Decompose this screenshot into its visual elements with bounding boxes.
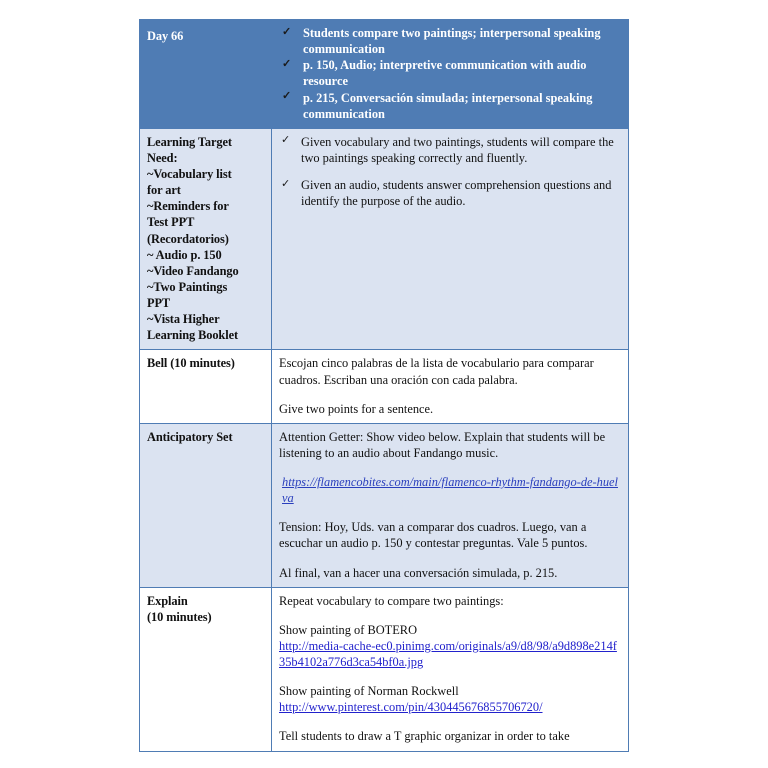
anticipatory-set-label-cell [140, 423, 272, 587]
bell-body-cell [272, 350, 629, 423]
learning-target-label-line: ~Video Fandango [147, 263, 239, 278]
learning-target-label-line: ~Reminders for [147, 199, 229, 214]
anticipatory-set-link-paragraph [279, 474, 621, 506]
botero-block [279, 622, 621, 670]
anticipatory-set-tension: Tension: Hoy, Uds. van a comparar dos cuadros. Luego, van a escuchar un audio p. 150 y contestar preguntas. Vale 5 puntos. [279, 520, 588, 551]
learning-target-label-line: PPT [147, 296, 171, 310]
check-icon: ✓ [282, 57, 292, 70]
learning-target-label-line: Test PPT [147, 215, 195, 230]
learning-target-label-line: for art [147, 183, 181, 198]
list-item [279, 134, 621, 166]
list-item [279, 57, 621, 89]
check-icon: ✓ [282, 90, 292, 102]
explain-closing: Tell students to draw a T graphic organizar in order to take [279, 729, 570, 744]
check-icon: ✓ [281, 134, 291, 147]
check-icon: ✓ [281, 177, 291, 190]
rockwell-block [279, 683, 621, 715]
table-row-bell [140, 350, 629, 423]
day-objectives-list [279, 25, 621, 122]
objective-text: p. 150, Audio; interpretive communication with audio resource [303, 58, 587, 89]
learning-target-text: Given vocabulary and two paintings, students will compare the two paintings speaking correctly and fluently. [301, 134, 614, 165]
botero-painting-link[interactable]: http://media-cache-ec0.pinimg.com/originals/a9/d8/98/a9d898e214f35b4102a776d3ca54bf0a.jpg [279, 638, 617, 669]
anticipatory-set-label: Anticipatory Set [147, 429, 233, 444]
anticipatory-set-intro: Attention Getter: Show video below. Explain that students will be listening to an audio about Fandango music. [279, 429, 606, 460]
table-row-learning-target [140, 128, 629, 350]
lesson-plan-table [139, 19, 629, 752]
list-item [279, 25, 621, 57]
learning-target-label-line: ~ Audio p. 150 [147, 247, 222, 262]
rockwell-caption: Show painting of Norman Rockwell [279, 684, 459, 699]
bell-label: Bell (10 minutes) [147, 356, 235, 371]
list-item [279, 177, 621, 209]
learning-target-list [279, 134, 621, 210]
bell-paragraph: Escojan cinco palabras de la lista de vocabulario para comparar cuadros. Escriban una oración con cada palabra. [279, 356, 594, 387]
table-row-explain [140, 587, 629, 751]
learning-target-text: Given an audio, students answer comprehension questions and identify the purpose of the audio. [301, 178, 612, 209]
day-objectives-cell [272, 20, 629, 129]
check-icon: ✓ [282, 25, 292, 38]
learning-target-label-line: ~Vocabulary list [147, 167, 232, 181]
bell-paragraph: Give two points for a sentence. [279, 401, 434, 416]
learning-target-label-line: (Recordatorios) [147, 231, 229, 246]
flamenco-video-link[interactable]: https://flamencobites.com/main/flamenco-rhythm-fandango-de-huelva [282, 475, 618, 506]
learning-target-label-line: Learning Booklet [147, 328, 238, 343]
learning-target-body-cell [272, 128, 629, 350]
anticipatory-set-body-cell [272, 423, 629, 587]
explain-label-line: Explain [147, 593, 188, 608]
bell-label-cell [140, 350, 272, 423]
learning-target-label-line: Need: [147, 150, 178, 165]
learning-target-label-cell [140, 128, 272, 350]
table-row-anticipatory-set [140, 423, 629, 587]
botero-caption: Show painting of BOTERO [279, 622, 418, 637]
list-item [279, 90, 621, 122]
explain-label-cell [140, 587, 272, 751]
objective-text: Students compare two paintings; interpersonal speaking communication [303, 26, 601, 57]
learning-target-label-line: ~Two Paintings [147, 279, 228, 294]
day-label: Day 66 [147, 29, 184, 43]
learning-target-label-line: ~Vista Higher [147, 312, 220, 327]
explain-intro: Repeat vocabulary to compare two paintings: [279, 593, 504, 608]
learning-target-label-line: Learning Target [147, 134, 232, 149]
objective-text: p. 215, Conversación simulada; interpersonal speaking communication [303, 90, 593, 121]
day-label-cell [140, 20, 272, 129]
explain-label-line: (10 minutes) [147, 609, 212, 624]
rockwell-painting-link[interactable]: http://www.pinterest.com/pin/430445676855706720/ [279, 700, 543, 715]
anticipatory-set-closing: Al final, van a hacer una conversación simulada, p. 215. [279, 565, 558, 580]
table-row-day-header [140, 20, 629, 129]
explain-body-cell [272, 587, 629, 751]
